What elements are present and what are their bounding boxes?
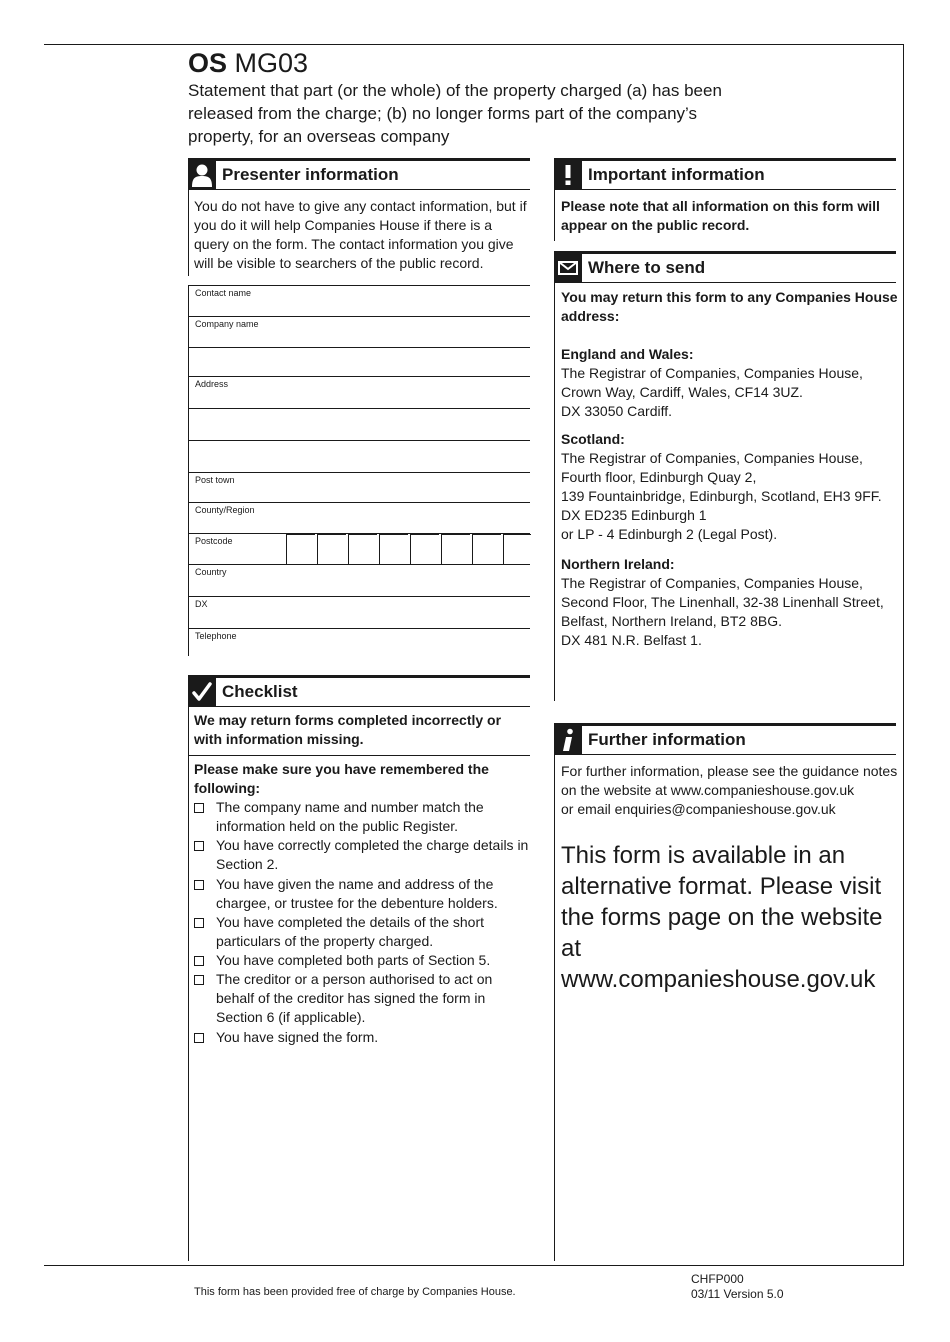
presenter-intro: You do not have to give any contact information, but if you do it will help Companies House if there is a query on the form. The contact information you give will be visible to searchers of the public record. xyxy=(194,198,527,271)
scotland-line: The Registrar of Companies, Companies House, xyxy=(561,450,863,466)
checklist-item-text: You have completed the details of the short particulars of the property charged. xyxy=(216,914,484,949)
dx-label: DX xyxy=(195,599,208,609)
checklist-item-text: You have completed both parts of Section 5. xyxy=(216,952,491,968)
scotland-line: DX ED235 Edinburgh 1 xyxy=(561,507,707,523)
checkbox[interactable] xyxy=(194,975,204,985)
checklist-item-text: You have given the name and address of the chargee, or trustee for the debenture holders. xyxy=(216,876,498,911)
presenter-intro-rule xyxy=(188,189,189,276)
form-code: MG03 xyxy=(234,48,309,78)
ni-line: DX 481 N.R. Belfast 1. xyxy=(561,632,702,648)
county-region-field[interactable] xyxy=(188,502,530,533)
postcode-box-5[interactable] xyxy=(410,534,439,565)
scotland-line: 139 Fountainbridge, Edinburgh, Scotland, EH3 9FF. xyxy=(561,488,882,504)
checklist-divider xyxy=(188,755,530,756)
postcode-box-2[interactable] xyxy=(317,534,346,565)
presenter-section-header xyxy=(188,158,530,189)
checklist-title: Checklist xyxy=(222,682,298,701)
checklist-item-text: You have correctly completed the charge details in Section 2. xyxy=(216,837,529,872)
ni-line: Belfast, Northern Ireland, BT2 8BG. xyxy=(561,613,782,629)
info-icon xyxy=(554,726,582,754)
address-field-line3[interactable] xyxy=(188,440,530,472)
checkbox[interactable] xyxy=(194,803,204,813)
further-info-title: Further information xyxy=(588,730,746,749)
further-info-rule xyxy=(554,754,896,755)
postcode-box-3[interactable] xyxy=(348,534,377,565)
checkbox[interactable] xyxy=(194,956,204,966)
postcode-box-1[interactable] xyxy=(286,534,315,565)
checklist-item-text: The company name and number match the information held on the public Register. xyxy=(216,799,484,834)
postcode-box-7[interactable] xyxy=(472,534,501,565)
checkbox[interactable] xyxy=(194,880,204,890)
checkmark-icon xyxy=(188,678,216,706)
where-to-send-section-header xyxy=(554,251,896,282)
company-name-field[interactable] xyxy=(188,316,530,347)
checkbox[interactable] xyxy=(194,1033,204,1043)
address-field[interactable] xyxy=(188,376,530,408)
checkbox[interactable] xyxy=(194,841,204,851)
where-to-send-left-rule xyxy=(554,282,555,701)
england-line: DX 33050 Cardiff. xyxy=(561,403,673,419)
checklist-item-text: The creditor or a person authorised to act on behalf of the creditor has signed the form in Section 6 (if applicable). xyxy=(216,971,493,1025)
further-info-line: or email enquiries@companieshouse.gov.uk xyxy=(561,801,836,817)
postcode-field xyxy=(188,533,530,564)
address-label: Address xyxy=(195,379,229,389)
page-top-rule xyxy=(44,44,904,45)
post-town-label: Post town xyxy=(195,475,235,485)
company-name-label: Company name xyxy=(195,319,259,329)
country-label: Country xyxy=(195,567,227,577)
form-prefix: OS xyxy=(188,48,228,78)
where-to-send-rule xyxy=(554,282,896,283)
country-field[interactable] xyxy=(188,564,530,596)
postcode-box-6[interactable] xyxy=(441,534,470,565)
post-town-field[interactable] xyxy=(188,472,530,502)
page-right-rule xyxy=(903,44,904,1266)
ni-heading: Northern Ireland: xyxy=(561,556,675,572)
exclamation-icon xyxy=(554,161,582,189)
important-rule xyxy=(554,189,896,190)
england-heading: England and Wales: xyxy=(561,346,694,362)
presenter-title: Presenter information xyxy=(222,165,399,184)
further-info-left-rule xyxy=(554,754,555,1261)
checklist-section-header xyxy=(188,675,530,706)
person-icon xyxy=(188,161,216,189)
scotland-heading: Scotland: xyxy=(561,431,625,447)
checklist-item-text: You have signed the form. xyxy=(216,1029,379,1045)
ni-line: Second Floor, The Linenhall, 32-38 Linenhall Street, xyxy=(561,594,884,610)
address-field-line2[interactable] xyxy=(188,408,530,440)
england-line: Crown Way, Cardiff, Wales, CF14 3UZ. xyxy=(561,384,803,400)
further-info-line: For further information, please see the guidance notes xyxy=(561,763,898,779)
scotland-line: or LP - 4 Edinburgh 2 (Legal Post). xyxy=(561,526,778,542)
contact-name-label: Contact name xyxy=(195,288,252,298)
important-left-rule xyxy=(554,189,555,241)
checkbox[interactable] xyxy=(194,918,204,928)
where-to-send-title: Where to send xyxy=(588,258,706,277)
scotland-line: Fourth floor, Edinburgh Quay 2, xyxy=(561,469,757,485)
dx-field[interactable] xyxy=(188,596,530,628)
important-section-header xyxy=(554,158,896,189)
postcode-label: Postcode xyxy=(195,536,233,546)
further-info-line: on the website at www.companieshouse.gov.uk xyxy=(561,782,855,798)
important-text: Please note that all information on this form will appear on the public record. xyxy=(561,198,880,233)
important-title: Important information xyxy=(588,165,765,184)
postcode-box-4[interactable] xyxy=(379,534,408,565)
footer-version xyxy=(691,1272,784,1302)
checklist-rule xyxy=(188,706,530,707)
envelope-icon xyxy=(554,254,582,282)
england-line: The Registrar of Companies, Companies House, xyxy=(561,365,863,381)
footer-note: This form has been provided free of charge by Companies House. xyxy=(194,1286,516,1298)
presenter-rule xyxy=(188,189,530,190)
form-title xyxy=(188,48,308,78)
footer-code: CHFP000 xyxy=(691,1272,744,1286)
company-name-field-line2[interactable] xyxy=(188,347,530,376)
where-to-send-intro: You may return this form to any Companies House address: xyxy=(561,289,898,324)
county-region-label: County/Region xyxy=(195,505,255,515)
form-subtitle: Statement that part (or the whole) of the property charged (a) has been released from the charge; (b) no longer forms part of the company’s property, for an overseas company xyxy=(188,81,722,146)
ni-line: The Registrar of Companies, Companies House, xyxy=(561,575,863,591)
page-bottom-rule xyxy=(44,1265,904,1266)
alt-format-notice: This form is available in an alternative format. Please visit the forms page on the website at www.companieshouse.gov.uk xyxy=(561,842,883,993)
checklist-intro: Please make sure you have remembered the following: xyxy=(194,761,489,796)
further-info-section-header xyxy=(554,723,896,754)
postcode-box-8[interactable] xyxy=(503,534,531,565)
checklist-warning: We may return forms completed incorrectly or with information missing. xyxy=(194,712,502,747)
footer-version-text: 03/11 Version 5.0 xyxy=(691,1287,784,1301)
telephone-field[interactable] xyxy=(188,628,530,656)
telephone-label: Telephone xyxy=(195,631,237,641)
contact-name-field[interactable] xyxy=(188,285,530,316)
checklist-left-rule xyxy=(188,706,189,1261)
